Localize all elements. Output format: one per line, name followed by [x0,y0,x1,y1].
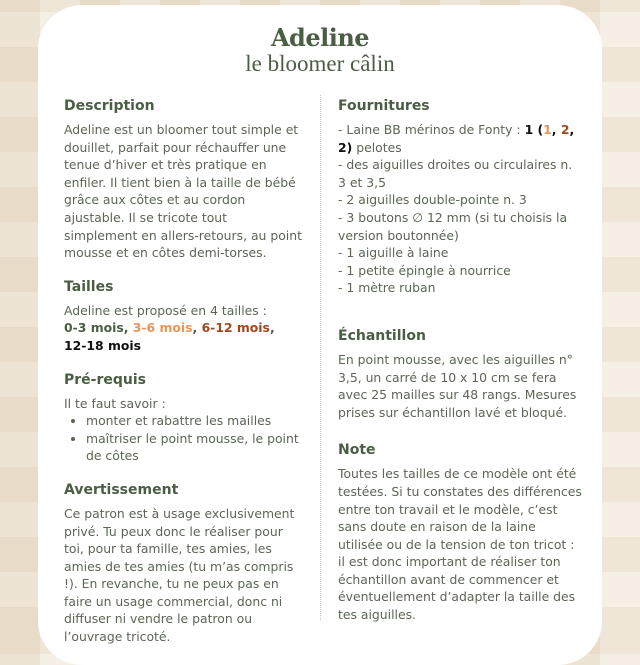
size-6-12: 6-12 mois [201,320,270,336]
list-item: - 1 aiguille à laine [338,245,449,261]
note-heading: Note [338,442,376,459]
list-item: • maîtriser le point mousse, le point de côtes [86,430,304,465]
gauge-heading: Échantillon [338,327,426,344]
left-column [64,97,304,662]
list-item: - 1 petite épingle à nourrice [338,262,511,278]
sizes-section [64,278,304,355]
page-subtitle: le bloomer câlin [245,51,395,76]
page-title: Adeline [270,23,370,52]
column-divider [320,95,321,620]
pattern-card [38,5,602,665]
supplies-section [338,97,584,297]
description-section [64,97,304,262]
prerequisites-heading: Pré-requis [64,371,146,388]
size-3-6: 3-6 mois [132,320,193,336]
sizes-intro: Adeline est proposé en 4 tailles : [64,302,267,318]
description-heading: Description [64,98,155,114]
supplies-heading: Fournitures [338,98,430,114]
right-column [338,97,584,640]
size-0-3: 0-3 mois [64,320,124,336]
gauge-section [338,327,584,421]
prerequisites-section [64,371,304,465]
warning-heading: Avertissement [64,481,179,498]
list-item: - 2 aiguilles double-pointe n. 3 [338,192,527,208]
size-12-18: 12-18 mois [64,337,141,353]
sizes-list: 0-3 mois, 3-6 mois, 6-12 mois, 12-18 mois [64,320,275,353]
list-item: - 3 boutons ∅ 12 mm (si tu choisis la version boutonnée) [338,209,568,243]
sizes-heading: Tailles [64,278,114,295]
note-text: Toutes les tailles de ce modèle ont été testées. Si tu constates des différences entre ton travail et le modèle, c’est sans doute en raison de la laine utilisée ou de la tension de ton tricot : il est donc important de réaliser ton échantillon avant de commencer et éventuellement d’adapter la taille des tes aiguilles. [338,466,582,623]
list-item: - 1 mètre ruban [338,280,436,296]
prerequisites-list [64,412,304,465]
note-section [338,441,584,623]
list-item: - des aiguilles droites ou circulaires n. 3 et 3,5 [338,157,573,190]
description-text: Adeline est un bloomer tout simple et douillet, parfait pour réchauffer une tenue d’hiver et très pratique en enfiler. Il tient bien à la taille de bébé grâce aux côtes et au cordon ajustable. Il se tricote tout simplement en allers-retours, au point mousse et en côtes demi-torses. [64,122,302,261]
yarn-line: - Laine BB mérinos de Fonty : 1 (1, 2, 2) pelotes [338,122,575,155]
gauge-text: En point mousse, avec les aiguilles n° 3,5, un carré de 10 x 10 cm se fera avec 25 mailles sur 48 rangs. Mesures prises sur échantillon lavé et bloqué. [338,351,577,420]
warning-text: Ce patron est à usage exclusivement privé. Tu peux donc le réaliser pour toi, pour ta famille, tes amies, les amies de tes amies (tu m’as compris !). En revanche, tu ne peux pas en faire un usage commercial, donc ni diffuser ni vendre le patron ou l’ouvrage tricoté. [64,505,295,645]
prerequisites-intro: Il te faut savoir : [64,395,166,411]
warning-section [64,481,304,646]
list-item: • monter et rabattre les mailles [86,412,304,430]
